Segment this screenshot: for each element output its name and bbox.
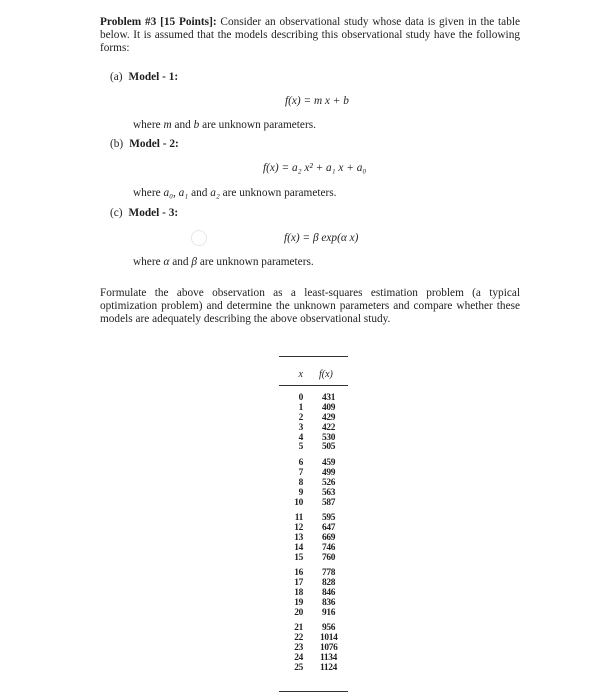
table-column-x	[287, 394, 303, 674]
table-cell-fx: 595	[322, 512, 336, 523]
table-cell-fx: 431	[322, 393, 336, 403]
table-cell-x: 4	[298, 432, 303, 443]
model-1-where-suffix: are unknown parameters.	[202, 119, 316, 131]
table-cell-x: 3	[298, 422, 303, 433]
table-cell-fx: 526	[322, 477, 336, 488]
table-cell-fx: 530	[322, 432, 336, 443]
table-cell-x: 9	[298, 487, 303, 498]
table-cell-fx: 459	[322, 457, 336, 468]
table-cell-x: 1	[298, 402, 303, 413]
model-2-equation: f(x) = a₂ x² + a₁ x + a₀	[263, 162, 367, 174]
model-2-letter: (b)	[110, 138, 124, 150]
model-3-title: Model - 3:	[128, 207, 179, 219]
model-2-where-and: and	[191, 187, 208, 199]
table-cell-x: 14	[294, 542, 303, 553]
model-3-equation: f(x) = β exp(α x)	[284, 232, 359, 244]
table-cell-fx: 746	[322, 542, 336, 553]
table-cell-x: 19	[294, 597, 303, 608]
table-cell-x: 7	[298, 467, 303, 478]
table-cell-fx: 828	[322, 577, 336, 588]
table-cell-fx: 760	[322, 552, 336, 563]
formulate-paragraph: Formulate the above observation as a least-squares estimation problem (a typical optimization problem) and determine the unknown parameters and compare whether these models are adequately describing the above observational study.	[100, 287, 520, 325]
table-cell-fx: 956	[322, 623, 336, 634]
model-1-equation: f(x) = m x + b	[285, 95, 349, 107]
model-2-label	[110, 138, 179, 151]
model-3-letter: (c)	[110, 207, 123, 219]
problem-intro-text: Consider an observational study whose data is given in the table below. It is assumed that the models describing this observational study have the following forms:	[100, 16, 520, 54]
table-cell-fx: 1076	[320, 642, 338, 653]
table-cell-fx: 1014	[320, 632, 338, 643]
model-3-where	[133, 256, 314, 269]
model-2-where-vars: a₀, a₁	[163, 187, 189, 199]
model-2-title: Model - 2:	[129, 138, 179, 150]
table-cell-fx: 499	[322, 467, 336, 478]
model-1-letter: (a)	[110, 71, 123, 83]
table-header-fx: f(x)	[319, 369, 333, 380]
table-cell-fx: 778	[322, 568, 336, 579]
model-1-title: Model - 1:	[128, 71, 179, 83]
faint-smudge-mark	[191, 230, 207, 246]
table-cell-x: 22	[294, 632, 303, 643]
model-2-where-last: a₂	[210, 187, 220, 199]
table-cell-x: 21	[294, 623, 303, 634]
table-cell-fx: 669	[322, 532, 336, 543]
model-3-where-vars: α	[163, 256, 170, 268]
model-1-where-vars: m	[163, 119, 172, 131]
table-cell-x: 2	[298, 412, 303, 423]
model-3-where-prefix: where	[133, 256, 161, 268]
model-3-label	[110, 207, 178, 220]
problem-intro	[100, 16, 520, 55]
table-cell-fx: 647	[322, 522, 336, 533]
model-2-where	[133, 187, 337, 200]
model-1-where-and: and	[174, 119, 191, 131]
table-cell-x: 24	[294, 652, 303, 663]
table-cell-fx: 1134	[320, 652, 338, 663]
table-cell-x: 8	[298, 477, 303, 488]
table-cell-fx: 916	[322, 607, 336, 618]
model-1-where	[133, 119, 316, 132]
table-cell-fx: 429	[322, 412, 336, 423]
table-cell-fx: 846	[322, 587, 336, 598]
table-cell-fx: 563	[322, 487, 336, 498]
table-cell-x: 12	[294, 522, 303, 533]
table-cell-x: 0	[298, 393, 303, 403]
table-cell-x: 16	[294, 568, 303, 579]
model-2-where-suffix: are unknown parameters.	[222, 187, 337, 199]
table-cell-fx: 422	[322, 422, 336, 433]
table-header-x: x	[298, 369, 303, 380]
model-1-label	[110, 71, 178, 84]
table-cell-fx: 587	[322, 497, 336, 508]
table-cell-x: 6	[298, 457, 303, 468]
model-3-where-and: and	[172, 256, 189, 268]
table-cell-fx: 505	[322, 442, 336, 453]
table-cell-x: 23	[294, 642, 303, 653]
model-3-where-last: β	[191, 256, 197, 268]
table-cell-x: 10	[294, 497, 303, 508]
table-cell-x: 25	[294, 662, 303, 673]
table-cell-x: 13	[294, 532, 303, 543]
table-cell-x: 15	[294, 552, 303, 563]
table-cell-x: 17	[294, 577, 303, 588]
table-cell-x: 11	[294, 512, 303, 523]
table-cell-fx: 1124	[320, 662, 338, 673]
model-2-where-prefix: where	[133, 187, 161, 199]
table-cell-x: 20	[294, 607, 303, 618]
table-bottom-rule	[279, 691, 348, 692]
model-3-where-suffix: are unknown parameters.	[199, 256, 314, 268]
table-header-rule	[279, 385, 348, 386]
model-1-where-prefix: where	[133, 119, 161, 131]
model-1-where-last: b	[193, 119, 200, 131]
table-cell-x: 18	[294, 587, 303, 598]
problem-heading: Problem #3 [15 Points]:	[100, 16, 217, 28]
table-top-rule	[279, 356, 348, 357]
table-cell-x: 5	[298, 442, 303, 453]
table-cell-fx: 409	[322, 402, 336, 413]
table-cell-fx: 836	[322, 597, 336, 608]
table-column-fx	[320, 394, 350, 674]
